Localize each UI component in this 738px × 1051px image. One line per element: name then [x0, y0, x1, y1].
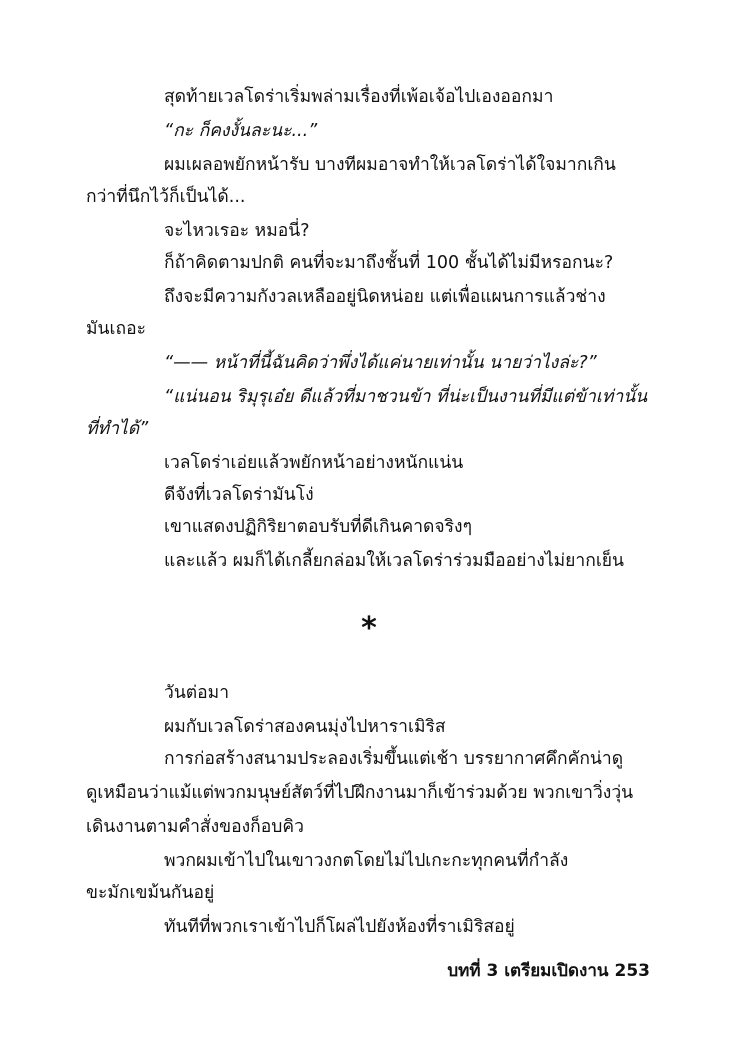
scene-break-asterisk: * [361, 611, 377, 646]
paragraph-line: ก็ถ้าคิดตามปกติ คนที่จะมาถึงชั้นที่ 100 ชั้นได้ไม่มีหรอกนะ? [164, 253, 614, 273]
running-footer [447, 960, 650, 982]
paragraph-line: เดินงานตามคำสั่งของก็อบคิว [86, 817, 304, 837]
paragraph-line: และแล้ว ผมก็ได้เกลี้ยกล่อมให้เวลโดร่าร่วมมืออย่างไม่ยากเย็น [164, 551, 625, 571]
dialogue-line: “กะ ก็คงงั้นละนะ...” [164, 121, 318, 141]
paragraph-line: ทันทีที่พวกเราเข้าไปก็โผล่ไปยังห้องที่ราเมิริสอยู่ [164, 917, 515, 937]
paragraph-line: จะไหวเรอะ หมอนี่? [164, 221, 310, 241]
paragraph-line: ผมเผลอพยักหน้ารับ บางทีผมอาจทำให้เวลโดร่าได้ใจมากเกิน [164, 155, 616, 175]
paragraph-line: ดูเหมือนว่าแม้แต่พวกมนุษย์สัตว์ที่ไปฝึกงานมาก็เข้าร่วมด้วย พวกเขาวิ่งวุ่น [86, 783, 634, 803]
dialogue-line: “—— หน้าที่นี้ฉันคิดว่าพึ่งได้แค่นายเท่านั้น นายว่าไงล่ะ?” [164, 353, 597, 373]
paragraph-line: การก่อสร้างสนามประลองเริ่มขึ้นแต่เช้า บรรยากาศคึกคักน่าดู [164, 749, 624, 769]
page-number: 253 [614, 961, 650, 981]
paragraph-line: สุดท้ายเวลโดร่าเริ่มพล่ามเรื่องที่เพ้อเจ้อไปเองออกมา [164, 87, 554, 107]
dialogue-line: “แน่นอน ริมุรุเอ๋ย ดีแล้วที่มาชวนข้า ที่น่ะเป็นงานที่มีแต่ข้าเท่านั้น [164, 387, 648, 407]
dialogue-line: ที่ทำได้” [86, 419, 149, 439]
paragraph-line: ขะมักเขม้นกันอยู่ [86, 883, 215, 903]
paragraph-line: ผมกับเวลโดร่าสองคนมุ่งไปหาราเมิริส [164, 717, 446, 737]
paragraph-line: กว่าที่นึกไว้ก็เป็นได้... [86, 187, 246, 207]
chapter-title: บทที่ 3 เตรียมเปิดงาน [447, 961, 609, 981]
paragraph-line: พวกผมเข้าไปในเขาวงกตโดยไม่ไปเกะกะทุกคนที่กำลัง [164, 851, 569, 871]
paragraph-line: เวลโดร่าเอ่ยแล้วพยักหน้าอย่างหนักแน่น [164, 453, 464, 473]
paragraph-line: ดีจังที่เวลโดร่ามันโง่ [164, 485, 314, 505]
paragraph-line: มันเถอะ [86, 319, 146, 339]
paragraph-line: เขาแสดงปฏิกิริยาตอบรับที่ดีเกินคาดจริงๆ [164, 517, 473, 537]
paragraph-line: ถึงจะมีความกังวลเหลืออยู่นิดหน่อย แต่เพื่อแผนการแล้วช่าง [164, 287, 606, 307]
paragraph-line: วันต่อมา [164, 683, 230, 703]
